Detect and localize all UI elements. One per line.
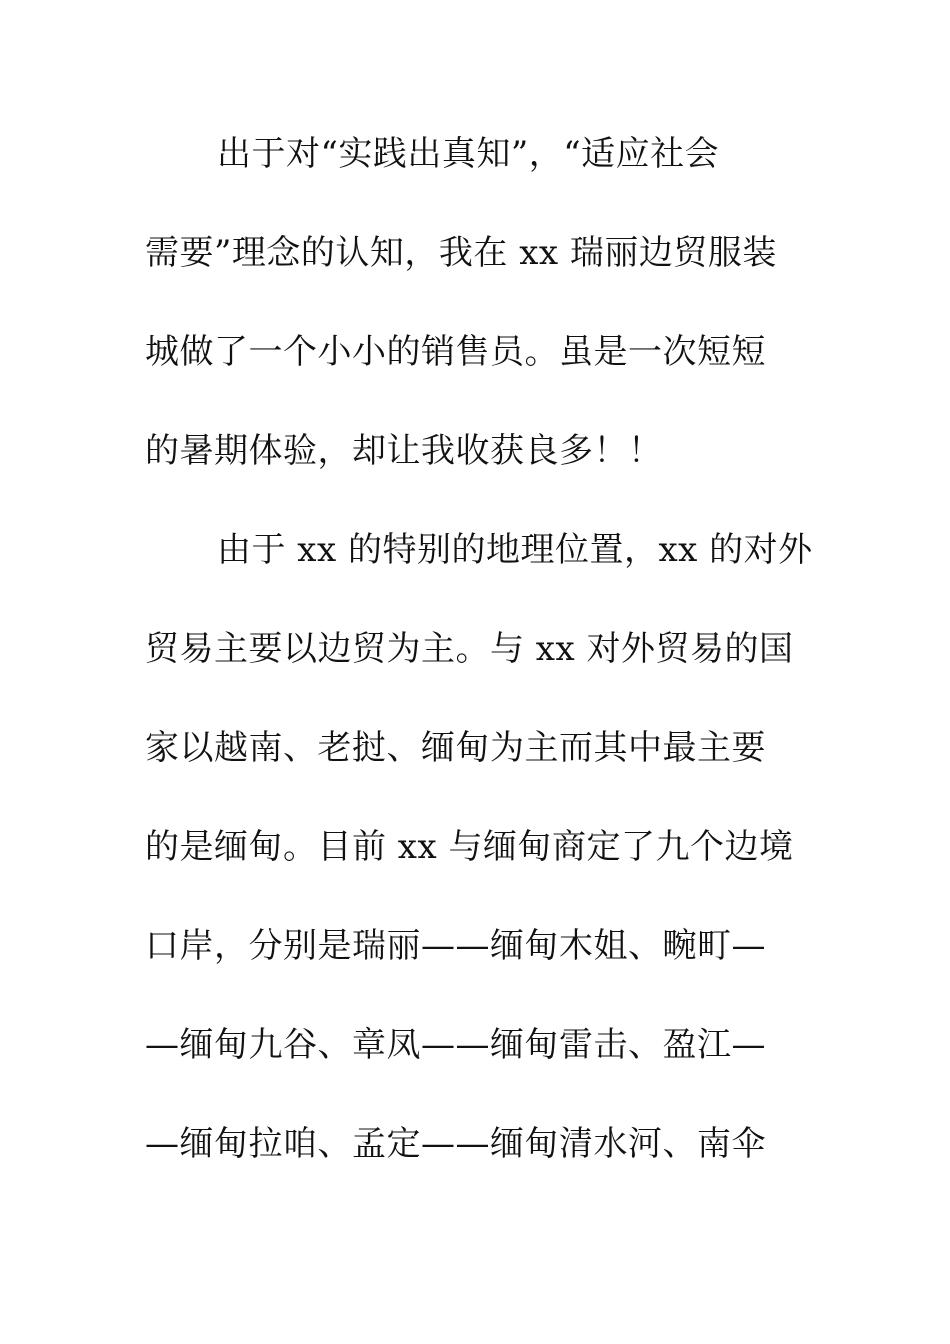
paragraph-2-line-7: —缅甸拉咱、孟定——缅甸清水河、南伞: [145, 1124, 766, 1164]
paragraph-2-line-3: 家以越南、老挝、缅甸为主而其中最主要: [145, 728, 766, 768]
paragraph-1-line-3: 城做了一个小小的销售员。虽是一次短短: [145, 332, 766, 372]
paragraph-2-line-5: 口岸，分别是瑞丽——缅甸木姐、畹町—: [145, 926, 766, 966]
paragraph-1-line-2: 需要”理念的认知，我在 xx 瑞丽边贸服装: [145, 233, 777, 273]
paragraph-2-line-2: 贸易主要以边贸为主。与 xx 对外贸易的国: [145, 629, 794, 669]
paragraph-2-line-4: 的是缅甸。目前 xx 与缅甸商定了九个边境: [145, 827, 794, 867]
paragraph-2-line-1: 由于 xx 的特别的地理位置，xx 的对外: [217, 530, 813, 570]
paragraph-1-line-1: 出于对“实践出真知”，“适应社会: [217, 134, 720, 174]
paragraph-2-line-6: —缅甸九谷、章凤——缅甸雷击、盈江—: [145, 1025, 766, 1065]
document-body: [145, 125, 813, 1214]
paragraph-1-line-4: 的暑期体验，却让我收获良多！！: [145, 431, 663, 471]
